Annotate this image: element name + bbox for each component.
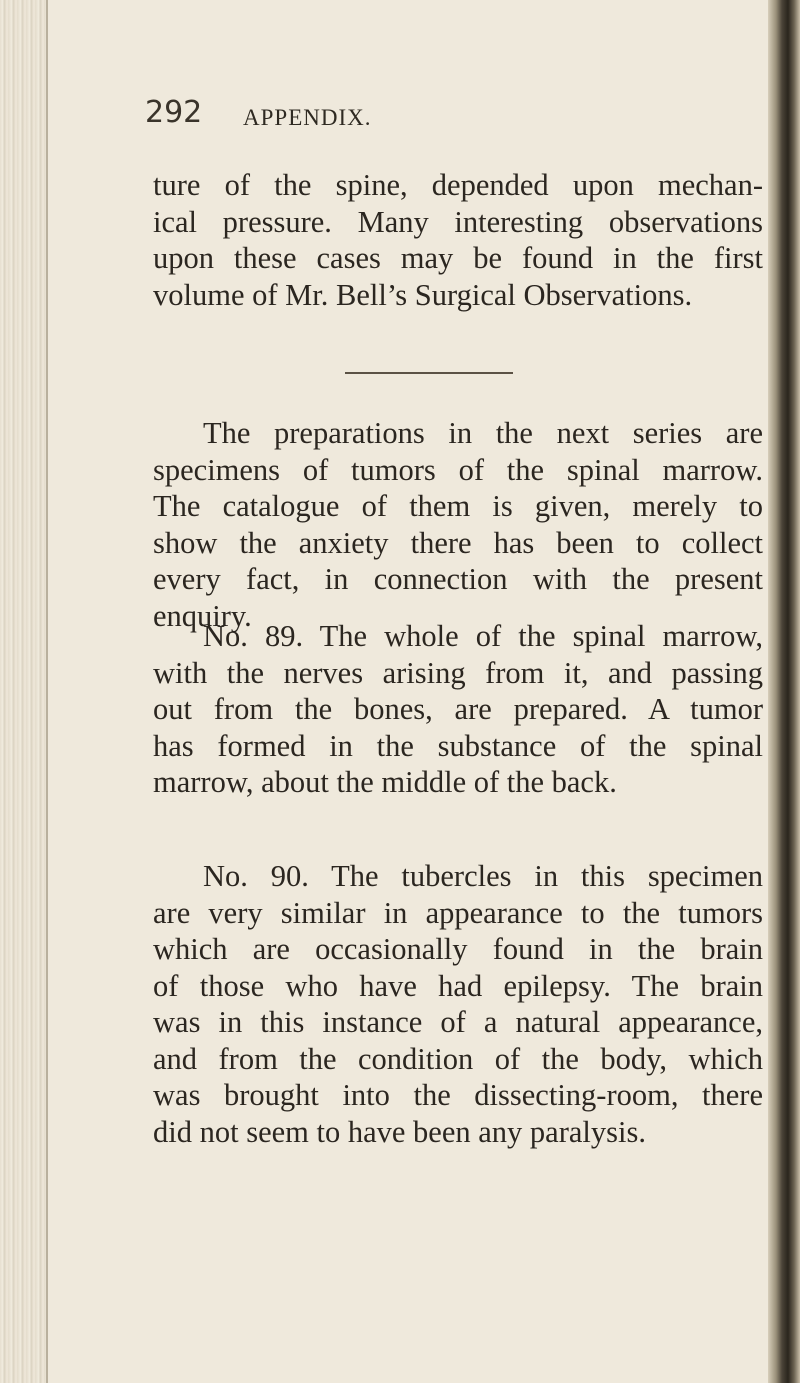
text-line: No. 89. The whole of the spinal marrow, — [203, 619, 763, 653]
text-line: marrow, about the middle of the back. — [153, 765, 617, 799]
text-line: are very similar in appearance to the tumors — [153, 895, 763, 930]
paragraph-no-90 — [153, 858, 763, 1150]
paragraph-preparations — [153, 415, 763, 634]
running-head: APPENDIX. — [243, 105, 372, 130]
text-line: has formed in the substance of the spinal — [153, 728, 763, 763]
page-header — [0, 95, 800, 155]
paragraph-continuation — [153, 167, 763, 313]
text-line: show the anxiety there has been to collect — [153, 525, 763, 560]
text-line: The catalogue of them is given, merely to — [153, 489, 763, 523]
section-separator-rule — [345, 372, 513, 374]
text-line: was brought into the dissecting-room, there — [153, 1078, 763, 1112]
page-edge-shadow — [768, 0, 800, 1383]
text-line: The preparations in the next series are — [203, 416, 763, 450]
text-line: every fact, in connection with the present — [153, 562, 763, 596]
text-line: was in this instance of a natural appearance, — [153, 1005, 763, 1039]
text-line: and from the condition of the body, which — [153, 1041, 763, 1076]
text-line: enquiry. — [153, 598, 252, 633]
page-binding-gutter — [0, 0, 48, 1383]
text-line: of those who have had epilepsy. The brain — [153, 968, 763, 1003]
page-number: 292 — [145, 95, 203, 130]
text-line: upon these cases may be found in the first — [153, 241, 763, 275]
text-line: which are occasionally found in the brain — [153, 932, 763, 966]
text-line: ical pressure. Many interesting observations — [153, 204, 763, 239]
text-line: did not seem to have been any paralysis. — [153, 1114, 646, 1149]
paragraph-no-89 — [153, 618, 763, 801]
text-line: ture of the spine, depended upon mechan- — [153, 168, 763, 202]
text-line: No. 90. The tubercles in this specimen — [203, 859, 763, 893]
text-line: volume of Mr. Bell’s Surgical Observations. — [153, 277, 693, 312]
text-line: with the nerves arising from it, and passing — [153, 655, 763, 690]
text-line: out from the bones, are prepared. A tumor — [153, 692, 763, 726]
text-line: specimens of tumors of the spinal marrow. — [153, 452, 763, 487]
